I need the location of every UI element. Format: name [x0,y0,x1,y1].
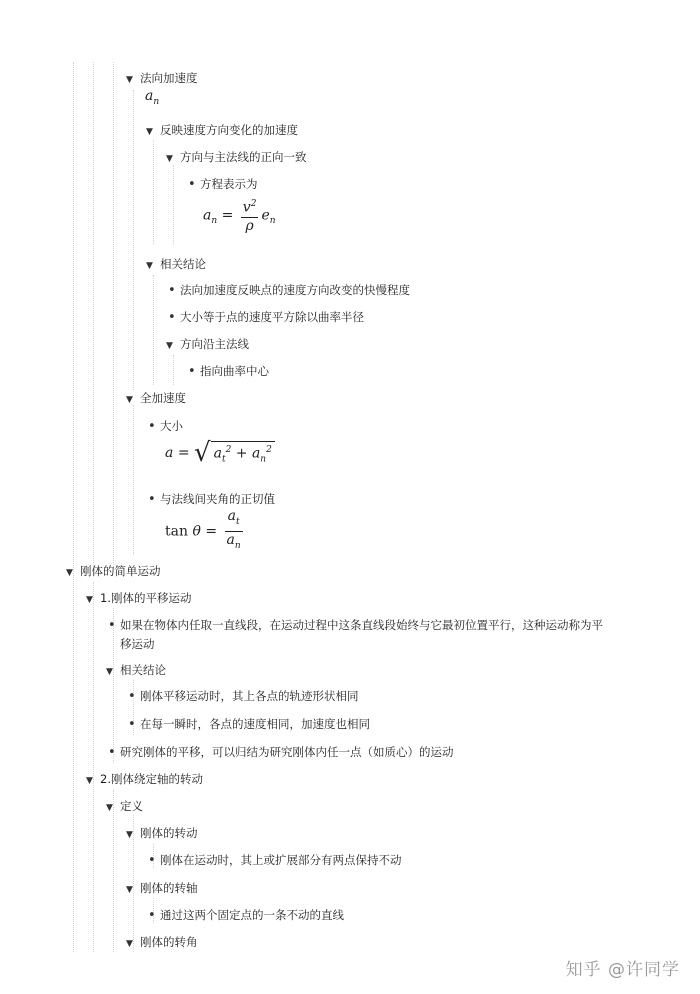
bullet-icon: • [188,177,196,192]
bullet-icon: • [128,717,136,732]
outline-node: ▼ 相关结论 [146,256,206,274]
bullet-icon: • [108,745,116,760]
collapse-toggle-icon[interactable]: ▼ [126,75,133,85]
indent-guide [133,90,134,390]
bullet-icon: • [148,853,156,868]
bullet-icon: • [168,283,176,298]
collapse-toggle-icon[interactable]: ▼ [126,939,133,949]
indent-guide [93,582,94,952]
bullet-icon: • [108,618,116,633]
outline-node: ▼ 1.刚体的平移运动 [86,590,191,608]
collapse-toggle-icon[interactable]: ▼ [106,667,113,677]
square-root: √ $a_t^2 + a_n^2$ [194,440,275,466]
collapse-toggle-icon[interactable]: ▼ [166,341,173,351]
bullet-icon: • [148,908,156,923]
outline-node: • 刚体平移运动时，其上各点的轨迹形状相同 [128,689,359,704]
outline-node: • 刚体在运动时，其上或扩展部分有两点保持不动 [148,853,402,868]
outline-node: • 指向曲率中心 [188,364,269,379]
outline-node: ▼ 刚体的转角 [126,934,198,952]
outline-node: ▼ 刚体的转动 [126,825,198,843]
collapse-toggle-icon[interactable]: ▼ [146,261,153,271]
collapse-toggle-icon[interactable]: ▼ [86,595,93,605]
bullet-icon: • [148,492,156,507]
outline-node: ▼ 刚体的转轴 [126,880,198,898]
collapse-toggle-icon[interactable]: ▼ [126,830,133,840]
outline-node: ▼ 反映速度方向变化的加速度 [146,122,298,140]
indent-guide [93,62,94,567]
bullet-icon: • [148,419,156,434]
outline-node: ▼ 法向加速度 [126,70,198,88]
bullet-icon: • [168,310,176,325]
outline-node: ▼ 方向沿主法线 [166,336,249,354]
collapse-toggle-icon[interactable]: ▼ [126,395,133,405]
bullet-icon: • [128,689,136,704]
math-an-symbol: $a_n$ [145,88,160,107]
fraction: $\frac{a_t}{a_n}$ [226,508,241,551]
collapse-toggle-icon[interactable]: ▼ [126,885,133,895]
indent-guide [173,165,174,245]
collapse-toggle-icon[interactable]: ▼ [86,776,93,786]
watermark: 知乎 @许同学 [565,960,680,980]
outline-node: ▼ 方向与主法线的正向一致 [166,149,307,167]
outline-node: • 如果在物体内任取一直线段，在运动过程中这条直线段始终与它最初位置平行，这种运动称为平移运动 [108,618,603,651]
outline-node: ▼ 相关结论 [106,662,166,680]
outline-node: • 大小等于点的速度平方除以曲率半径 [168,310,364,325]
outline-node: ▼ 刚体的简单运动 [66,563,161,581]
indent-guide [113,62,114,567]
outline-node: ▼ 定义 [106,798,143,816]
indent-guide [153,140,154,245]
collapse-toggle-icon[interactable]: ▼ [146,127,153,137]
outline-node: ▼ 2.刚体绕定轴的转动 [86,771,203,789]
fraction: $\frac{v^2}{\rho}$ [241,196,259,235]
collapse-toggle-icon[interactable]: ▼ [166,154,173,164]
outline-node: • 与法线间夹角的正切值 [148,492,275,507]
collapse-toggle-icon[interactable]: ▼ [66,568,73,578]
outline-node: • 方程表示为 [188,177,258,192]
indent-guide [173,355,174,385]
outline-node: • 研究刚体的平移，可以归结为研究刚体内任一点（如质心）的运动 [108,745,454,760]
outline-node: • 大小 [148,419,183,434]
collapse-toggle-icon[interactable]: ▼ [106,803,113,813]
outline-node: • 通过这两个固定点的一条不动的直线 [148,908,344,923]
equation-tangent-angle: tan θ = $\frac{a_t}{a_n}$ [165,508,246,555]
equation-total-acceleration: a = √ $a_t^2 + a_n^2$ [165,440,275,466]
outline-node: • 在每一瞬时，各点的速度相同，加速度也相同 [128,717,370,732]
outline-node: • 法向加速度反映点的速度方向改变的快慢程度 [168,283,410,298]
equation-normal-acceleration: $a_n$ = $\frac{v^2}{\rho}$ $e_n$ [203,196,276,235]
bullet-icon: • [188,364,196,379]
indent-guide [73,62,74,952]
indent-guide [133,405,134,555]
outline-node: ▼ 全加速度 [126,390,186,408]
indent-guide [153,275,154,385]
